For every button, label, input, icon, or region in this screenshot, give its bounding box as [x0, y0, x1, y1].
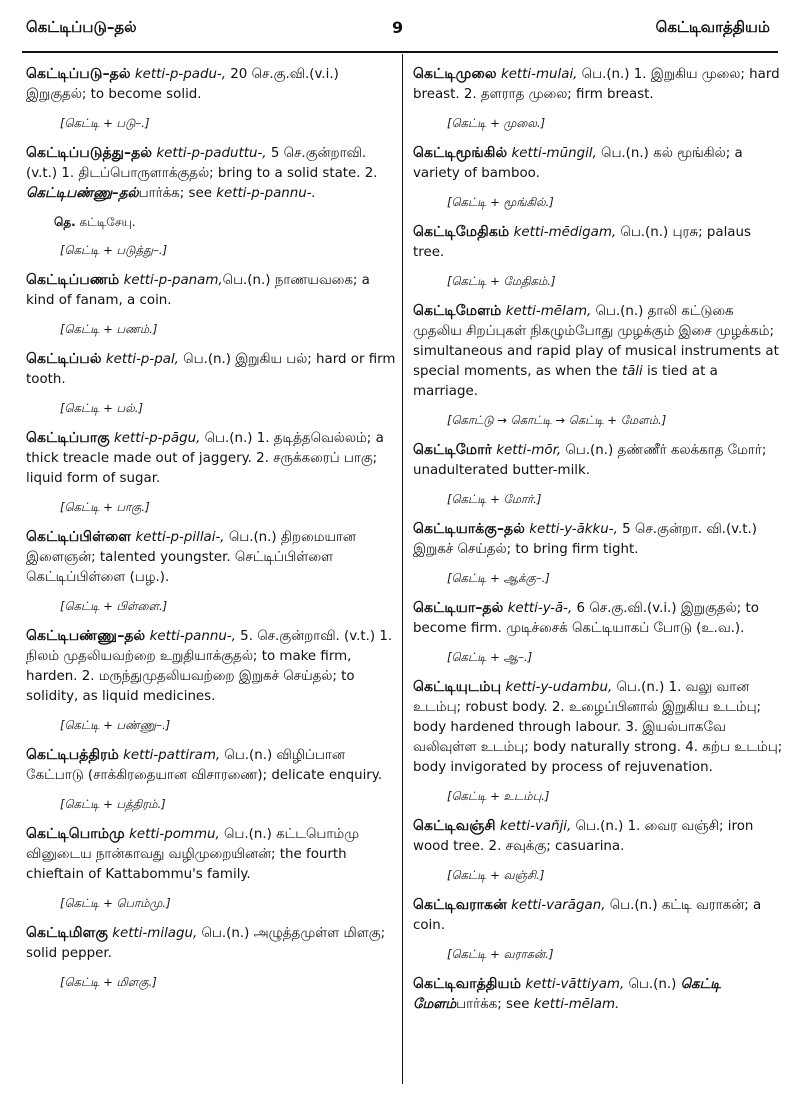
dictionary-entry: [413, 816, 783, 885]
dictionary-entry: [413, 519, 783, 588]
transliteration: ketti-mēdigam,: [513, 225, 617, 240]
headword: கெட்டிப்படுத்து–தல்: [26, 145, 153, 161]
headword: கெட்டியுடம்பு: [413, 679, 502, 695]
dictionary-entry: [26, 626, 396, 735]
dictionary-entry: [413, 301, 783, 430]
headword: கெட்டிப்பாகு: [26, 430, 110, 446]
cross-reference-transliteration: ketti-mēlam.: [533, 997, 620, 1012]
dictionary-entry: [26, 349, 396, 418]
etymology: [கெட்டி + ஆ–.]: [447, 650, 533, 664]
header-rule: [22, 51, 778, 53]
headword: கெட்டியா–தல்: [413, 600, 504, 616]
dictionary-entry: [413, 974, 783, 1015]
definition: 5 செ.குன்றாவி. (v.t.) 1. திடப்பொருளாக்குதல்; bring to a solid state. 2.: [26, 146, 378, 181]
headword: கெட்டிவராகன்: [413, 897, 507, 913]
cross-reference-transliteration: ketti-p-pannu-.: [216, 186, 316, 201]
definition: பெ.(n.) கட்டி வராகன்; a coin.: [413, 898, 762, 933]
headword: கெட்டிப்பிள்ளை: [26, 529, 132, 545]
definition: பெ.(n.) இறுகிய பல்; hard or firm tooth.: [26, 352, 396, 387]
headword: கெட்டிமிளகு: [26, 925, 108, 941]
etymology: [கெட்டி + உடம்பு.]: [447, 789, 550, 803]
left-column: [26, 64, 396, 1002]
definition: பெ.(n.) விழிப்பான கேட்பாடு (சாக்கிரதையான விசாரணை); delicate enquiry.: [26, 748, 383, 783]
transliteration: ketti-pattiram,: [123, 748, 221, 763]
dictionary-entry: [413, 598, 783, 667]
definition: 5. செ.குன்றாவி. (v.t.) 1. நிலம் முதலியவற்றை உறுதியாக்குதல்; to make firm, harden. 2. மருந்துமுதலியவற்றை இறுகச் செய்தல்; to solidity, as liquid medicines.: [26, 629, 393, 704]
headword: கெட்டிபண்ணு–தல்: [26, 628, 146, 644]
transliteration: ketti-y-ākku-,: [529, 522, 618, 537]
header-left-headword: கெட்டிப்படு–தல்: [26, 18, 137, 36]
headword: கெட்டிமுலை: [413, 66, 497, 82]
definition: பெ.(n.): [624, 977, 681, 992]
transliteration: ketti-p-panam,: [123, 273, 223, 288]
transliteration: ketti-p-pāgu,: [114, 431, 201, 446]
dictionary-entry: [26, 745, 396, 814]
headword: கெட்டிமோர்: [413, 442, 493, 458]
transliteration: ketti-p-pal,: [105, 352, 179, 367]
transliteration: ketti-mōr,: [496, 443, 562, 458]
right-column: [413, 64, 783, 1023]
etymology: [கெட்டி + பிள்ளை.]: [60, 599, 168, 613]
headword: கெட்டிப்பல்: [26, 351, 102, 367]
etymology: [கெட்டி + மூங்கில்.]: [447, 195, 554, 209]
etymology: [கெட்டி + மிளகு.]: [60, 975, 157, 989]
definition: பெ.(n.) புரசு; palaus tree.: [413, 225, 751, 260]
etymology: [கெட்டி + படுத்து–.]: [60, 243, 168, 257]
definition: பெ.(n.) 1. வலு வான உடம்பு; robust body. 2. உழைப்பினால் இறுகிய உடம்பு; body hardened through labour. 3. இயல்பாகவே வலிவுள்ள உடம்பு; body naturally strong. 4. கற்ப உடம்பு; body invigorated by process of rejuvenation.: [413, 680, 783, 775]
etymology: [கெட்டி + பொம்மு.]: [60, 896, 171, 910]
headword: கெட்டியாக்கு–தல்: [413, 521, 525, 537]
headword: கெட்டிபொம்மு: [26, 826, 125, 842]
transliteration: ketti-y-udambu,: [505, 680, 613, 695]
definition: பெ.(n.) 1. வைர வஞ்சி; iron wood tree. 2. சவுக்கு; casuarina.: [413, 819, 754, 854]
transliteration: ketti-y-ā-,: [507, 601, 573, 616]
etymology: [கெட்டி + பத்திரம்.]: [60, 797, 166, 811]
transliteration: ketti-p-paduttu-,: [156, 146, 267, 161]
transliteration: ketti-milagu,: [112, 926, 198, 941]
definition-cont: பார்க்க; see: [138, 186, 217, 201]
dictionary-entry: [26, 923, 396, 992]
transliteration: ketti-varāgan,: [511, 898, 606, 913]
transliteration: ketti-vāttiyam,: [525, 977, 625, 992]
headword: கெட்டிவஞ்சி: [413, 818, 496, 834]
definition: 6 செ.கு.வி.(v.i.) இறுகுதல்; to become firm. முடிச்சைக் கெட்டியாகப் போடு (உ.வ.).: [413, 601, 759, 636]
header-right-headword: கெட்டிவாத்தியம்: [655, 18, 770, 36]
etymology: [கெட்டி + மோர்.]: [447, 492, 542, 506]
definition: 5 செ.குன்றா. வி.(v.t.) இறுகச் செய்தல்; to bring firm tight.: [413, 522, 758, 557]
note-text: கட்டிசேயு.: [75, 215, 136, 229]
note-label: தெ.: [54, 215, 76, 229]
dictionary-entry: [413, 222, 783, 291]
dictionary-entry: [413, 440, 783, 509]
etymology: [கெட்டி + பணம்.]: [60, 322, 158, 336]
headword: கெட்டிபத்திரம்: [26, 747, 119, 763]
etymology: [கெட்டி + ஆக்கு–.]: [447, 571, 550, 585]
etymology: [கெட்டி + வஞ்சி.]: [447, 868, 545, 882]
definition-cont: is tied at a marriage.: [413, 364, 718, 399]
etymology: [கெட்டி + பல்.]: [60, 401, 143, 415]
transliteration: ketti-mulai,: [500, 67, 578, 82]
etymology: [கொட்டு → கொட்டி → கெட்டி + மேளம்.]: [447, 413, 667, 427]
definition: பெ.(n.) திறமையான இளைஞன்; talented youngster. செட்டிப்பிள்ளை கெட்டிப்பிள்ளை (பழ.).: [26, 530, 356, 585]
definition: பெ.(n.) கல் மூங்கில்; a variety of bamboo.: [413, 146, 743, 181]
definition: பெ.(n.) தாலி கட்டுகை முதலிய சிறப்புகள் நிகழும்போது முழக்கும் இசை முழக்கம்; simultaneous and rapid play of musical instruments at special moments, as when the: [413, 304, 779, 379]
transliteration: ketti-mūngil,: [511, 146, 597, 161]
definition: பெ.(n.) கட்டபொம்மு வினுடைய நான்காவது வழிமுறையினன்; the fourth chieftain of Kattabommu's family.: [26, 827, 359, 882]
headword: கெட்டிமூங்கில்: [413, 145, 508, 161]
dictionary-entry: [413, 64, 783, 133]
transliteration: ketti-pannu-,: [149, 629, 236, 644]
dictionary-entry: [26, 428, 396, 517]
dictionary-entry: [413, 143, 783, 212]
headword: கெட்டிமேதிகம்: [413, 224, 510, 240]
etymology: [கெட்டி + வராகன்.]: [447, 947, 554, 961]
definition: 20 செ.கு.வி.(v.i.) இறுகுதல்; to become solid.: [26, 67, 339, 102]
page-number: 9: [392, 18, 404, 37]
headword: கெட்டிவாத்தியம்: [413, 976, 522, 992]
transliteration: ketti-pommu,: [129, 827, 220, 842]
cognate-note: [54, 212, 396, 232]
dictionary-entry: [413, 895, 783, 964]
cross-reference: கெட்டிபண்ணு–தல்: [26, 186, 139, 201]
dictionary-entry: [26, 527, 396, 616]
transliteration: ketti-vañji,: [499, 819, 572, 834]
definition: பெ.(n.) தண்ணீர் கலக்காத மோர்; unadulterated butter-milk.: [413, 443, 767, 478]
transliteration: ketti-p-pillai-,: [135, 530, 225, 545]
transliteration: ketti-p-padu-,: [134, 67, 227, 82]
etymology: [கெட்டி + முலை.]: [447, 116, 546, 130]
column-divider: [402, 54, 403, 1084]
etymology: [கெட்டி + பண்ணு–.]: [60, 718, 171, 732]
page-header: [0, 0, 800, 48]
headword: கெட்டிப்படு–தல்: [26, 66, 131, 82]
headword: கெட்டிமேளம்: [413, 303, 502, 319]
dictionary-entry: [26, 64, 396, 133]
cross-reference: கெட்டி மேளம்: [413, 977, 721, 1012]
etymology: [கெட்டி + மேதிகம்.]: [447, 274, 556, 288]
definition: பெ.(n.) அழுத்தமுள்ள மிளகு; solid pepper.: [26, 926, 386, 961]
dictionary-entry: [413, 677, 783, 806]
dictionary-entry: [26, 824, 396, 913]
definition-italic: tāli: [621, 364, 643, 379]
definition-cont: பார்க்க; see: [456, 997, 534, 1012]
etymology: [கெட்டி + படு–.]: [60, 116, 150, 130]
headword: கெட்டிப்பணம்: [26, 272, 120, 288]
definition: பெ.(n.) 1. இறுகிய முலை; hard breast. 2. தளராத முலை; firm breast.: [413, 67, 780, 102]
transliteration: ketti-mēlam,: [505, 304, 592, 319]
definition: பெ.(n.) நாணயவகை; a kind of fanam, a coin.: [26, 273, 370, 308]
dictionary-entry: [26, 143, 396, 260]
dictionary-entry: [26, 270, 396, 339]
etymology: [கெட்டி + பாகு.]: [60, 500, 150, 514]
definition: பெ.(n.) 1. தடித்தவெல்லம்; a thick treacle made out of jaggery. 2. சருக்கரைப் பாகு; liquid form of sugar.: [26, 431, 384, 486]
